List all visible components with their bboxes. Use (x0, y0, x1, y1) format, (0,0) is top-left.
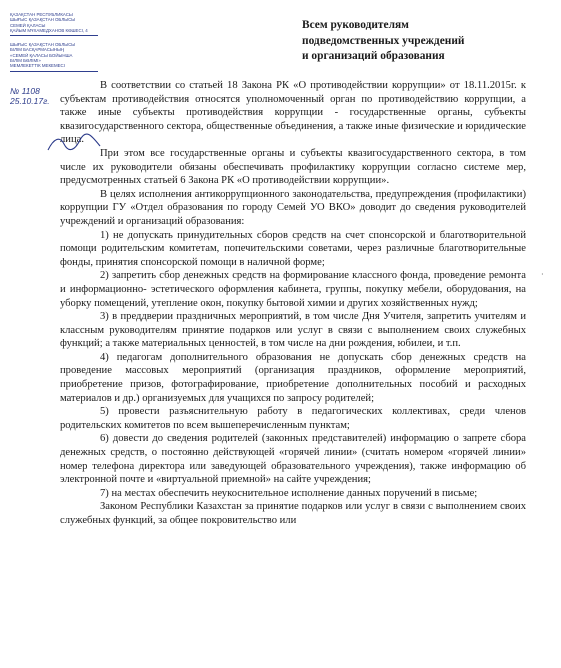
list-item: 2) запретить сбор денежных средств на формирование классного фонда, проведение ремонта и информационно- эстетического оформления кабинета, группы, покупку мебели, оборудования, на уборку помещений, утепление окон, покупку бытовой химии и других хозяйственных нужд; (60, 270, 526, 309)
list-item: 7) на местах обеспечить неукоснительное исполнение данных поручений в письме; (100, 487, 478, 499)
list-item: 5) провести разъяснительную работу в педагогических коллективах, среди членов родительских комитетов по всем вышеперечисленным пунктам; (60, 406, 526, 431)
addressee-line: и организаций образования (302, 50, 445, 62)
stamp-line: ҚАЗАҚСТАН РЕСПУБЛИКАСЫ (10, 12, 73, 17)
scan-speck: · (541, 270, 544, 279)
stamp-line: «СЕМЕЙ ҚАЛАСЫ БОЙЫНША (10, 52, 73, 58)
stamp-line: БІЛІМ БАСҚАРМАСЫНЫҢ (10, 47, 65, 53)
paragraph: Законом Республики Казахстан за принятие подарков или услуг в связи с выполнением своих служебных функций, за общее покровительство или (60, 501, 526, 526)
stamp-line: БІЛІМ БӨЛІМІ» (10, 58, 41, 64)
stamp-line: ШЫҒЫС ҚАЗАҚСТАН ОБЛЫСЫ (10, 17, 76, 23)
addressee-line: Всем руководителям (302, 19, 409, 31)
paragraph: В соответствии со статьей 18 Закона РК «О противодействии коррупции» от 18.11.2015г. к субъектам противодействия относятся уполномоченный орган по противодействию коррупции, а также иные субъекты противодействия коррупции - государственные органы, субъекты квазигосударственного сектора, общественные объединения, а также иные физические и юридические лица. (60, 80, 526, 146)
handwritten-mark (44, 132, 104, 156)
list-item: 4) педагогам дополнительного образования не допускать сбор денежных средств на проведение массовых мероприятий (организация праздников, оформление мероприятий, приобретение призов, фотографирование, приобретение дополнительных пособий и расходных материалов и др.) организуемых для учащихся по запросу родителей; (60, 351, 526, 404)
stamp-line: ШЫҒЫС ҚАЗАҚСТАН ОБЛЫСЫ (10, 42, 76, 48)
letter-body (60, 79, 526, 528)
stamp-divider (10, 71, 98, 72)
stamp-line: СЕМЕЙ ҚАЛАСЫ (10, 22, 46, 28)
stamp-line: МЕМЛЕКЕТТІК МЕКЕМЕСІ (10, 63, 65, 69)
list-item: 3) в преддверии праздничных мероприятий, в том числе Дня Учителя, запретить учителям и классным руководителям принятие подарков или услуг в связи с выполнением своих служебных функций; а также материальных ценностей, в том числе на дни рождения, юбилеи, и т.п. (60, 311, 526, 350)
addressee-line: подведомственных учреждений (302, 34, 465, 47)
list-item: 1) не допускать принудительных сборов средств на счет спонсорской и благотворительной помощи родительским комитетам, попечительскими советами, через различные благотворительные фонды, принятия спонсорской помощи в наличной форме; (60, 229, 526, 268)
stamp-line: ҚАЙЫМ МҰХАМЕДХАНОВ КӨШЕСІ, 4 (10, 27, 88, 33)
paragraph: При этом все государственные органы и субъекты квазигосударственного сектора, в том числе их руководители обязаны обеспечивать профилактику коррупции согласно системе мер, предусмотренных статьей 6 Закона РК «О противодействии коррупции». (60, 147, 526, 187)
stamp-date: 25.10.17г. (10, 95, 50, 106)
stamp-ref-number: № 1108 (10, 85, 40, 96)
list-item: 6) довести до сведения родителей (законных представителей) информацию о запрете сбора денежных средств, о постоянно действующей «горячей линии» (считать номером «горячей линии» номер телефона директора или заведующей образовательного учреждения), также информацию об электронной почте и «виртуальной приемной» на сайте учреждения; (60, 433, 526, 486)
stamp-divider (10, 35, 98, 36)
paragraph: В целях исполнения антикоррупционного законодательства, предупреждения (профилактики) коррупции ГУ «Отдел образования по городу Семей УО ВКО» доводит до сведения руководителей учреждений и организаций образования: (60, 188, 526, 227)
addressee-block (302, 18, 552, 65)
